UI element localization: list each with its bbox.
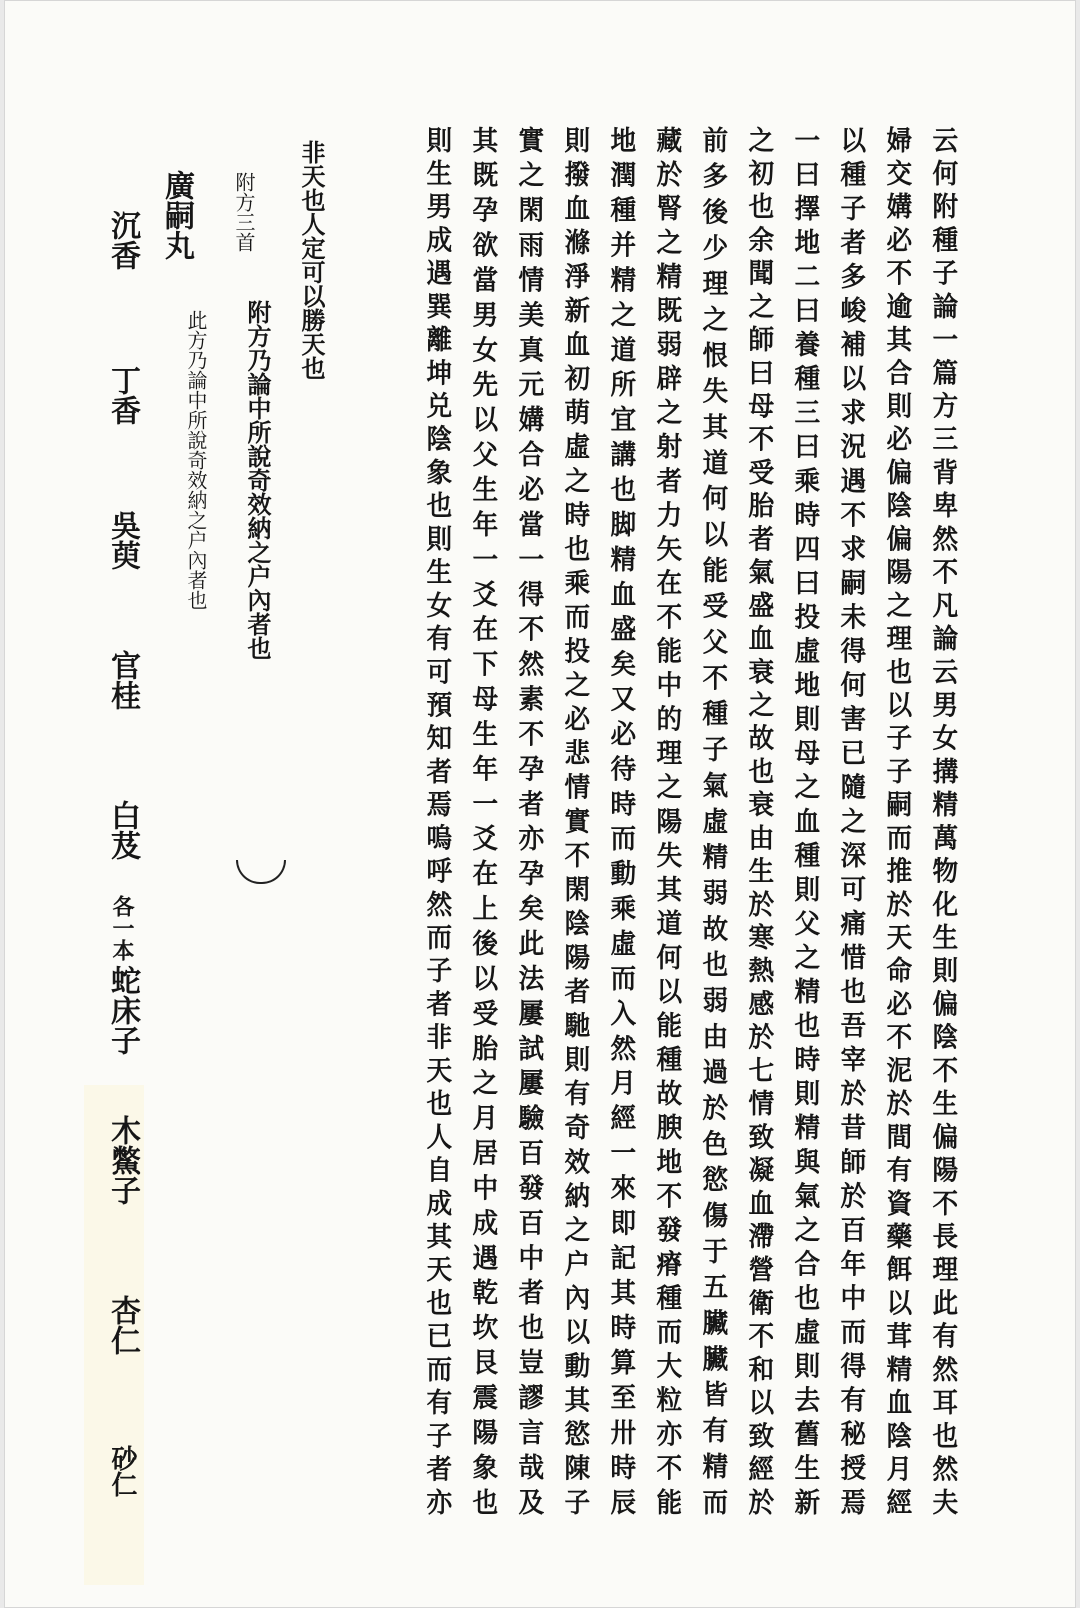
herb-name: 官桂 xyxy=(105,650,140,710)
text-column-11: 其既孕欲當男女先以父生年一爻在下母生年一爻在上後以受胎之月居中成遇乾坎艮震陽象也 xyxy=(467,126,498,1516)
herb-name: 木鱉子 xyxy=(105,1115,140,1205)
text-column-4: 一曰擇地二曰養種三曰乘時四曰投虛地則母之血種則父之精也時則精與氣之合也虛則去舊生新 xyxy=(789,126,820,1516)
herb-item xyxy=(104,1445,140,1497)
herb-name: 吳萸 xyxy=(105,510,140,570)
herb-item xyxy=(104,210,140,270)
herb-name: 沉香 xyxy=(105,210,140,270)
herb-item xyxy=(104,1295,140,1355)
manuscript-page xyxy=(4,0,1076,1608)
text-column-5: 之初也余聞之師曰母不受胎者氣盛血衰之故也衰由生於寒熱感於七情致凝血滯營衛不和以致經於 xyxy=(743,126,774,1516)
appendix-note: 附方乃論中所說奇效納之户內者也 xyxy=(243,300,272,660)
text-column-12: 則生男成遇巽離坤兑陰象也則生女有可預知者焉嗚呼然而子者非天也人自成其天也已而有子者亦 xyxy=(421,126,452,1516)
herb-item xyxy=(104,365,140,425)
herb-item xyxy=(104,1115,140,1205)
herb-name: 蛇床子 xyxy=(105,965,140,1055)
appendix-heading: 附方三首 xyxy=(232,172,256,252)
herb-item xyxy=(104,650,140,710)
herb-name: 杏仁 xyxy=(105,1295,140,1355)
text-column-2: 婦交媾必不逾其合則必偏陰偏陽之理也以子子嗣而推於天命必不泥於間有資藥餌以茸精血陰月經 xyxy=(881,126,912,1516)
herb-item xyxy=(104,965,140,1055)
herb-item xyxy=(104,800,140,961)
text-column-9: 則撥血滌淨新血初萌虛之時也乘而投之必悲情實不閑陰陽者馳則有奇效納之户內以動其慾陳子 xyxy=(559,126,590,1516)
text-column-6: 前多後少理之恨失其道何以能受父不種子氣虛精弱故也弱由過於色慾傷于五臟臟皆有精而 xyxy=(697,126,728,1516)
herb-item xyxy=(104,510,140,570)
text-column-3: 以種子者多峻補以求況遇不求嗣未得何害已隨之深可痛惜也吾宰於昔師於百年中而得有秘授焉 xyxy=(835,126,866,1516)
herb-quantity: 各一本 xyxy=(109,895,135,961)
closing-line: 非天也人定可以勝天也 xyxy=(297,140,326,380)
end-mark xyxy=(236,860,286,884)
herb-name: 砂仁 xyxy=(107,1445,137,1497)
herb-name: 白芨 xyxy=(105,800,140,860)
text-column-1: 云何附種子論一篇方三背卑然不凡論云男女搆精萬物化生則偏陰不生偏陽不長理此有然耳也然夫 xyxy=(927,126,958,1516)
formula-title: 廣嗣丸 xyxy=(159,170,194,260)
text-column-8: 地潤種并精之道所宜講也脚精血盛矣又必待時而動乘虛而入然月經一來即記其時算至卅時辰 xyxy=(605,126,636,1516)
herb-name: 丁香 xyxy=(105,365,140,425)
formula-note: 此方乃論中所說奇效納之户內者也 xyxy=(184,310,208,610)
text-column-7: 藏於腎之精既弱辟之射者力矢在不能中的理之陽失其道何以能種故腴地不發瘠種而大粒亦不能 xyxy=(651,126,682,1516)
text-column-10: 實之閑雨情美真元媾合必當一得不然素不孕者亦孕矣此法屢試屢驗百發百中者也豈謬言哉及 xyxy=(513,126,544,1516)
